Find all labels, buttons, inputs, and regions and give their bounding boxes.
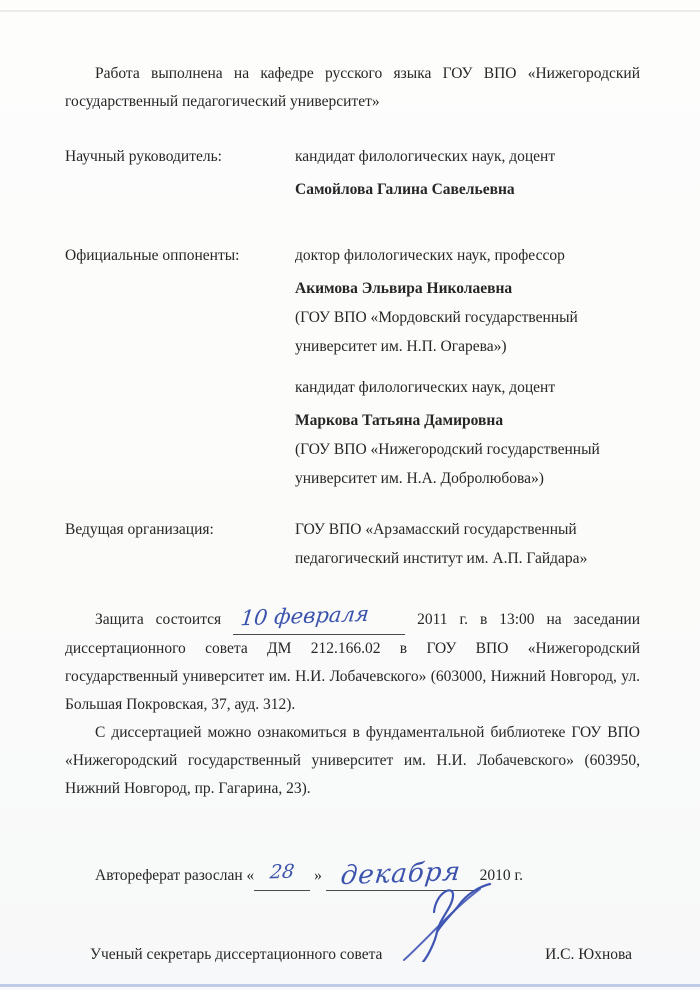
opponent-degree: доктор филологических наук, профессор <box>295 247 565 264</box>
leading-organization-label: Ведущая организация: <box>65 521 214 538</box>
defense-prefix: Защита состоится <box>95 611 222 628</box>
mailed-suffix: 2010 г. <box>479 867 524 884</box>
handwritten-day: 28 <box>268 860 296 884</box>
leading-organization-name: ГОУ ВПО «Арзамасский государственный педагогический институт им. А.П. Гайдара» <box>295 521 588 567</box>
opponent-affiliation: (ГОУ ВПО «Мордовский государственный университет им. Н.П. Огарева») <box>295 309 578 355</box>
defense-suffix: 2011 г. в 13:00 на заседании диссертационного совета ДМ 212.166.02 в ГОУ ВПО «Нижегородский государственный университет им. Н.И. Лобачевского» (603000, Нижний Новгород, ул. Большая Покровская, 37, ауд. 312). <box>65 611 641 713</box>
opponent-degree: кандидат филологических наук, доцент <box>295 379 556 396</box>
mailed-day-blank <box>254 860 310 891</box>
opponent-name: Акимова Эльвира Николаевна <box>295 280 513 297</box>
leading-organization-row <box>65 515 640 573</box>
handwritten-defense-date: 10 февраля <box>239 601 371 631</box>
supervisor-value <box>295 142 640 204</box>
defense-date-blank <box>233 603 405 635</box>
opponent-affiliation: (ГОУ ВПО «Нижегородский государственный университет им. Н.А. Добролюбова») <box>295 441 600 487</box>
defense-paragraph <box>65 603 640 719</box>
secretary-name: И.С. Юхнова <box>545 946 632 963</box>
opponent-name: Маркова Татьяна Дамировна <box>295 412 504 429</box>
opponents-row <box>65 241 640 493</box>
performed-at-paragraph: Работа выполнена на кафедре русского языка ГОУ ВПО «Нижегородский государственный педагогический университет» <box>65 65 640 110</box>
secretary-label: Ученый секретарь диссертационного совета <box>90 946 383 963</box>
mailed-prefix: Автореферат разослан « <box>95 867 255 884</box>
mailed-separator: » <box>314 867 322 884</box>
handwritten-month: декабря <box>339 856 463 892</box>
supervisor-degree: кандидат филологических наук, доцент <box>295 148 556 165</box>
opponents-value <box>295 241 640 493</box>
supervisor-row <box>65 142 640 204</box>
opponent-entry <box>295 373 640 493</box>
supervisor-label: Научный руководитель: <box>65 148 222 165</box>
library-paragraph: С диссертацией можно ознакомиться в фундаментальной библиотеке ГОУ ВПО «Нижегородский государственный университет им. Н.И. Лобачевского» (603950, Нижний Новгород, пр. Гагарина, 23). <box>65 724 640 797</box>
mailed-month-blank <box>326 858 476 891</box>
mailed-line <box>65 858 640 891</box>
opponents-label: Официальные оппоненты: <box>65 247 240 264</box>
scan-artifact-top-line <box>0 10 700 12</box>
secretary-row <box>65 941 640 969</box>
opponent-entry <box>295 241 640 361</box>
scan-artifact-bottom-line <box>0 984 700 987</box>
supervisor-name: Самойлова Галина Савельевна <box>295 181 515 198</box>
